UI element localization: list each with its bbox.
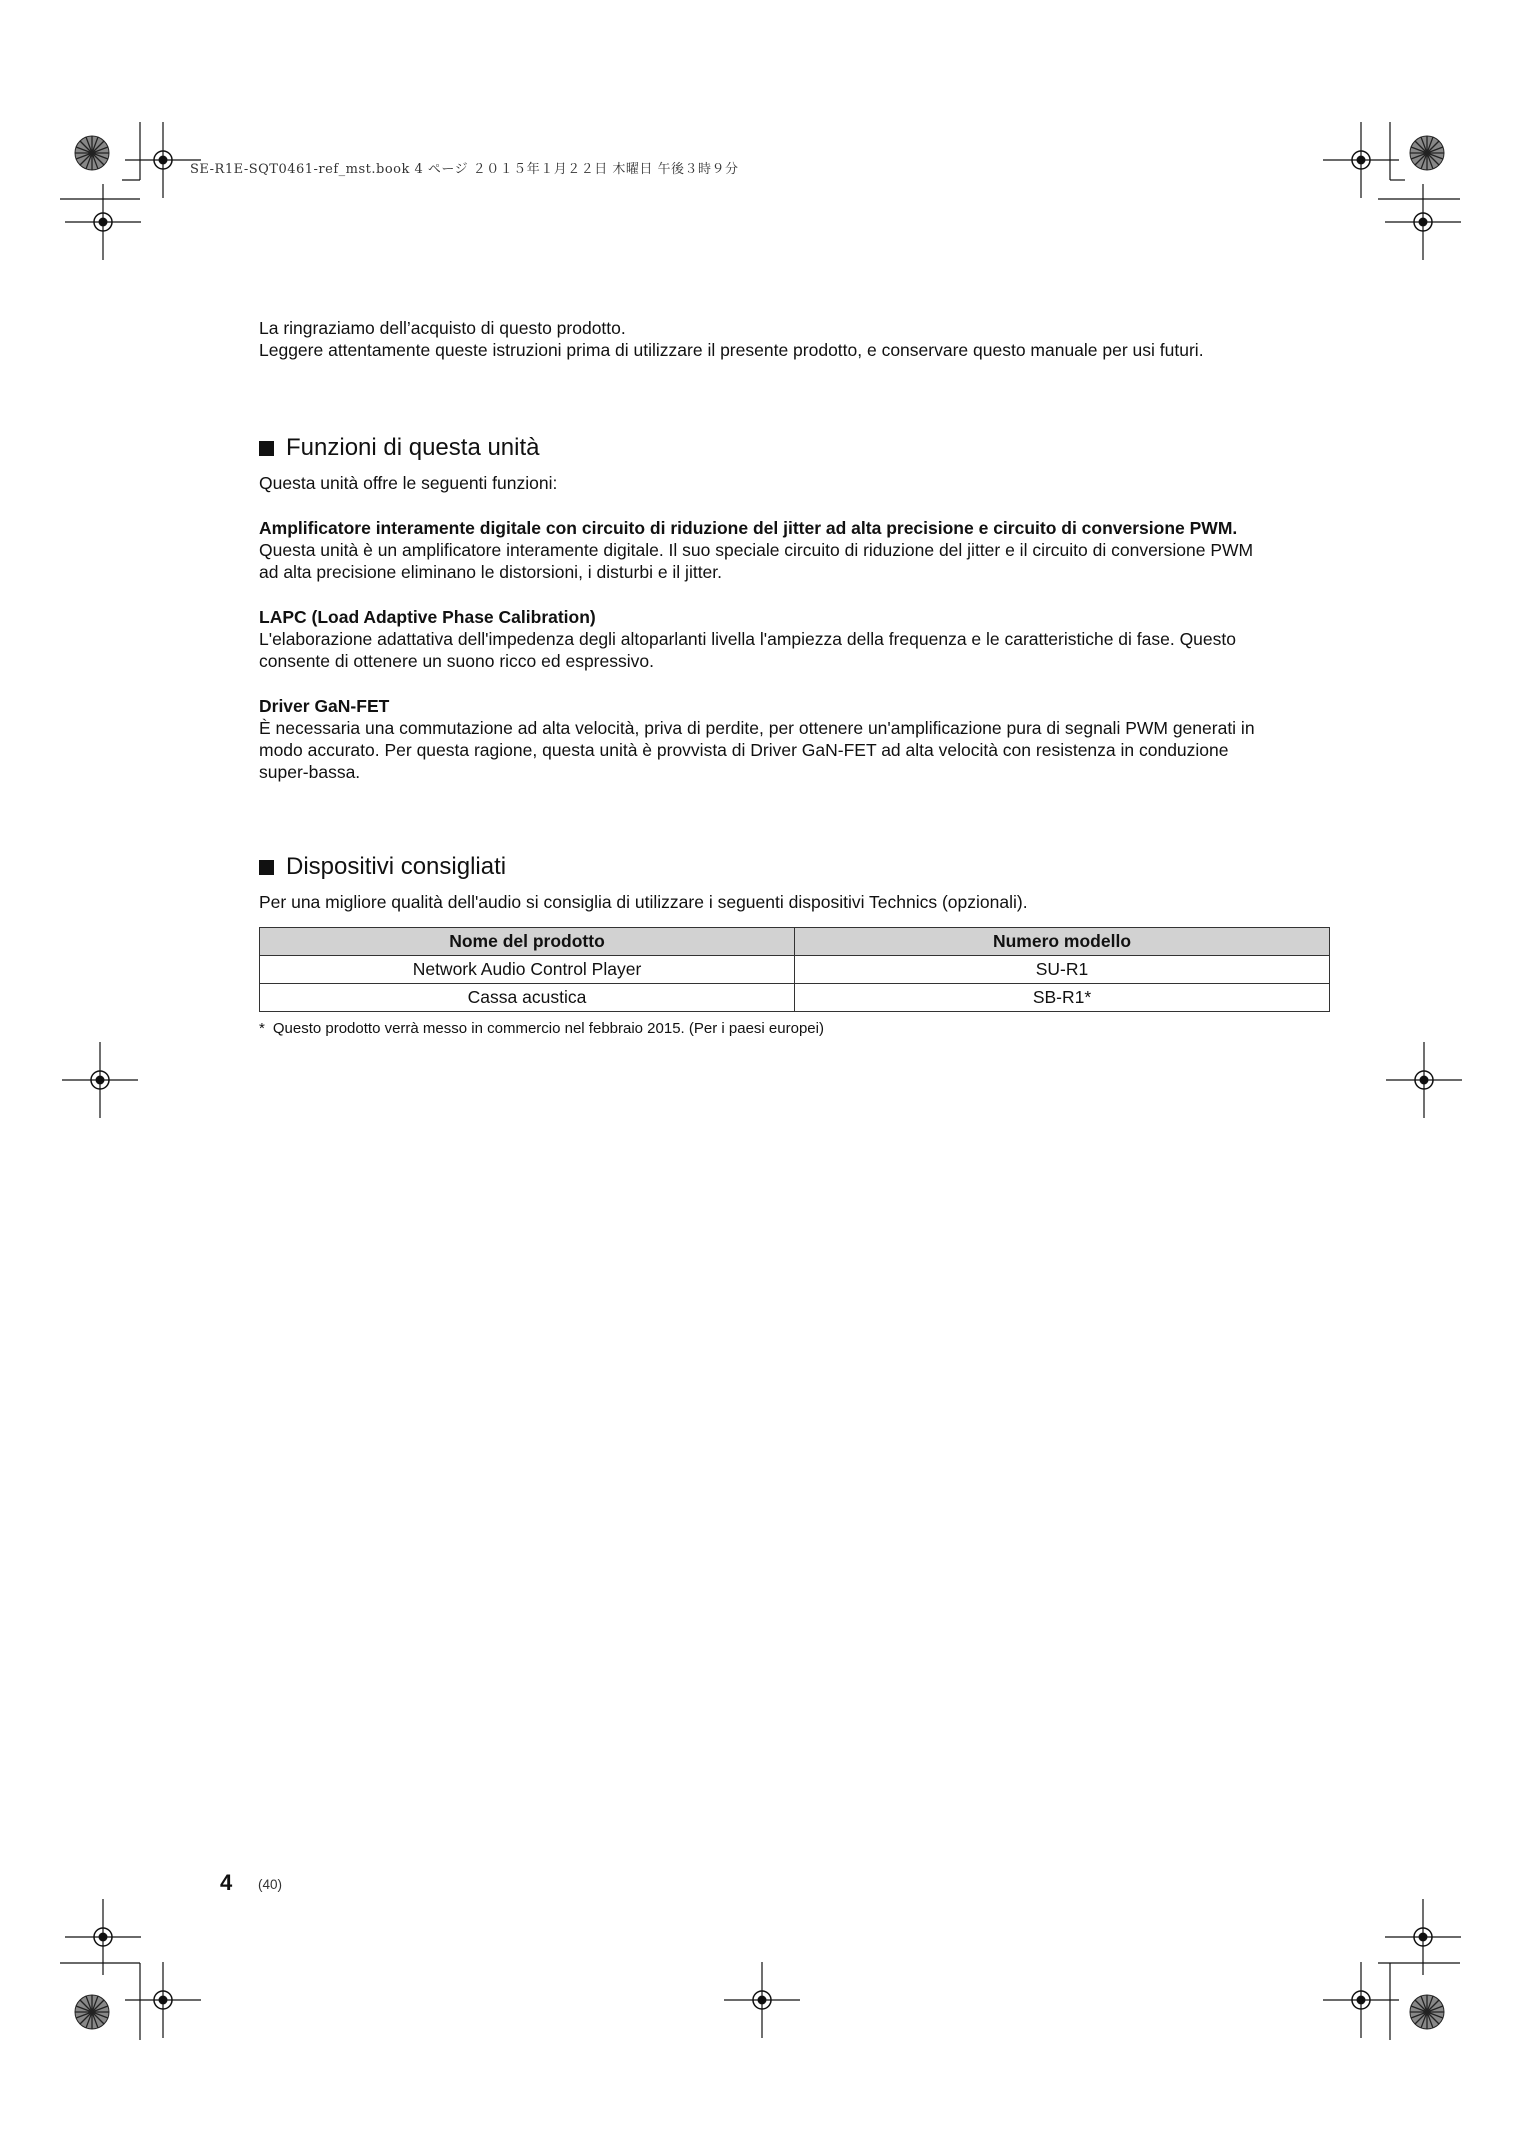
page-sub-number: (40) bbox=[258, 1877, 283, 1892]
intro bbox=[259, 317, 1330, 361]
print-header: SE-R1E-SQT0461-ref_mst.book 4 ページ ２０１５年１月２２日 木曜日 午後３時９分 bbox=[190, 162, 739, 177]
devices-lead: Per una migliore qualità dell'audio si consiglia di utilizzare i seguenti dispositivi Technics (opzionali). bbox=[259, 892, 1028, 912]
crop-mark-top-right bbox=[1323, 122, 1461, 260]
feature-line: L'elaborazione adattativa dell'impedenza degli altoparlanti livella l'ampiezza della frequenza e le caratteristiche di fase. Questo bbox=[259, 629, 1236, 649]
footnote-text: Questo prodotto verrà messo in commercio nel febbraio 2015. (Per i paesi europei) bbox=[272, 1020, 824, 1037]
table-cell: SU-R1 bbox=[795, 956, 1330, 984]
feature-title: LAPC (Load Adaptive Phase Calibration) bbox=[259, 607, 596, 627]
intro-line-2: Leggere attentamente queste istruzioni prima di utilizzare il presente prodotto, e conservare questo manuale per usi futuri. bbox=[259, 340, 1204, 360]
feature-lapc bbox=[259, 606, 1330, 672]
table-cell: Cassa acustica bbox=[260, 984, 795, 1012]
crop-mark-bottom-right bbox=[1323, 1899, 1461, 2040]
column-header-product: Nome del prodotto bbox=[260, 928, 795, 956]
intro-line-1: La ringraziamo dell’acquisto di questo prodotto. bbox=[259, 318, 626, 338]
crop-mark-bottom-left bbox=[60, 1899, 201, 2040]
feature-line: Questa unità è un amplificatore interamente digitale. Il suo speciale circuito di riduzione del jitter e il circuito di conversione PWM bbox=[259, 540, 1254, 560]
feature-line: consente di ottenere un suono ricco ed espressivo. bbox=[259, 651, 654, 671]
page-number: 4 bbox=[220, 1870, 233, 1895]
column-header-model: Numero modello bbox=[795, 928, 1330, 956]
devices-section bbox=[259, 853, 1330, 1037]
crop-mark-top-left bbox=[60, 122, 201, 260]
footnote bbox=[259, 1020, 1330, 1037]
feature-title: Driver GaN-FET bbox=[259, 696, 390, 716]
functions-section bbox=[259, 434, 1330, 783]
feature-amplifier bbox=[259, 517, 1330, 583]
square-bullet-icon bbox=[259, 441, 274, 456]
table-header-row bbox=[260, 928, 1330, 956]
devices-heading bbox=[259, 853, 1330, 881]
square-bullet-icon bbox=[259, 860, 274, 875]
footnote-mark: * bbox=[259, 1020, 265, 1037]
feature-title: Amplificatore interamente digitale con circuito di riduzione del jitter ad alta precisione e circuito di conversione PWM. bbox=[259, 518, 1238, 538]
registration-mark-right bbox=[1386, 1042, 1462, 1118]
functions-heading-text: Funzioni di questa unità bbox=[286, 434, 540, 461]
recommended-devices-table bbox=[259, 927, 1330, 1012]
table-cell: Network Audio Control Player bbox=[260, 956, 795, 984]
functions-lead: Questa unità offre le seguenti funzioni: bbox=[259, 473, 558, 493]
page-content bbox=[259, 317, 1330, 1037]
feature-gan-fet bbox=[259, 695, 1330, 783]
feature-line: modo accurato. Per questa ragione, questa unità è provvista di Driver GaN-FET ad alta velocità con resistenza in conduzione bbox=[259, 740, 1229, 760]
functions-heading bbox=[259, 434, 1330, 462]
table-cell: SB-R1* bbox=[795, 984, 1330, 1012]
table-row bbox=[260, 956, 1330, 984]
feature-line: super-bassa. bbox=[259, 762, 361, 782]
feature-line: ad alta precisione eliminano le distorsioni, i disturbi e il jitter. bbox=[259, 562, 723, 582]
registration-mark-bottom bbox=[724, 1962, 800, 2038]
registration-mark-left bbox=[62, 1042, 138, 1118]
table-row bbox=[260, 984, 1330, 1012]
feature-line: È necessaria una commutazione ad alta velocità, priva di perdite, per ottenere un'amplificazione pura di segnali PWM generati in bbox=[259, 718, 1255, 738]
devices-heading-text: Dispositivi consigliati bbox=[286, 853, 507, 880]
